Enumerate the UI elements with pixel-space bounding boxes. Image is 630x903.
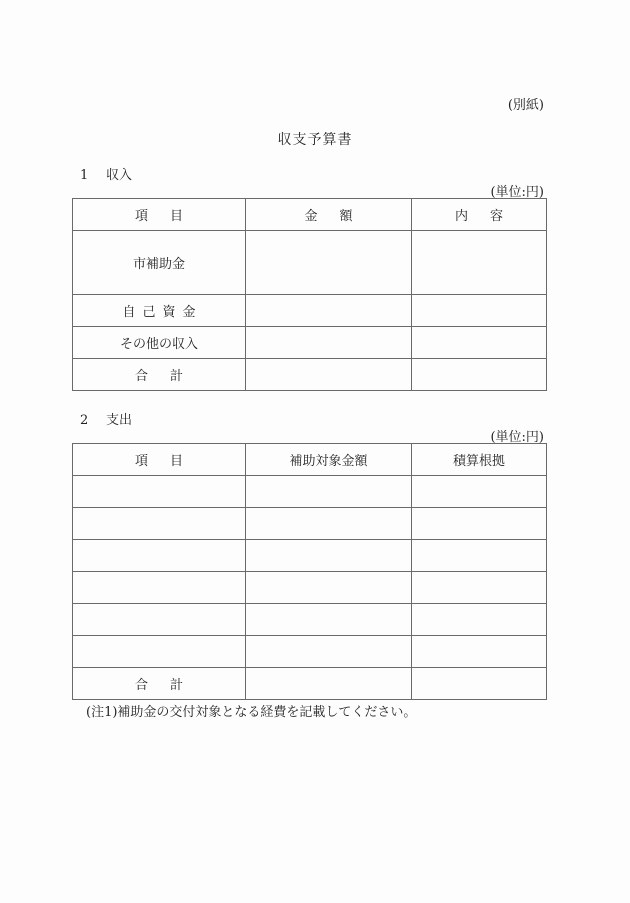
expenditure-basis-cell[interactable]: [412, 572, 547, 604]
expenditure-section-number: 2: [80, 413, 89, 428]
expenditure-header-item: 項目: [73, 444, 246, 476]
expenditure-total-row: [73, 668, 547, 700]
attachment-label: (別紙): [507, 98, 544, 113]
expenditure-table: [72, 443, 547, 700]
income-header-content: 内容: [412, 199, 547, 231]
expenditure-item-cell[interactable]: [73, 636, 246, 668]
income-total-label: 合計: [73, 359, 246, 391]
expenditure-amount-cell[interactable]: [246, 508, 412, 540]
income-item-cell: 自己資金: [73, 295, 246, 327]
footnote: (注1)補助金の交付対象となる経費を記載してください。: [86, 705, 417, 720]
expenditure-unit-label: (単位:円): [490, 430, 544, 445]
table-row: [73, 476, 547, 508]
expenditure-item-cell[interactable]: [73, 508, 246, 540]
income-section-number: 1: [80, 168, 89, 183]
income-total-amount-cell[interactable]: [246, 359, 412, 391]
expenditure-header-amount: 補助対象金額: [246, 444, 412, 476]
expenditure-section-title: 支出: [106, 413, 133, 428]
table-row: [73, 508, 547, 540]
income-section-title: 収入: [106, 168, 133, 183]
expenditure-total-amount-cell[interactable]: [246, 668, 412, 700]
expenditure-basis-cell[interactable]: [412, 636, 547, 668]
table-row: [73, 572, 547, 604]
expenditure-total-basis-cell[interactable]: [412, 668, 547, 700]
expenditure-header-basis: 積算根拠: [412, 444, 547, 476]
expenditure-section-heading: [80, 409, 132, 428]
expenditure-item-cell[interactable]: [73, 604, 246, 636]
income-amount-cell[interactable]: [246, 295, 412, 327]
income-amount-cell[interactable]: [246, 327, 412, 359]
income-unit-label: (単位:円): [490, 185, 544, 200]
expenditure-amount-cell[interactable]: [246, 540, 412, 572]
table-row: [73, 295, 547, 327]
income-item-cell: その他の収入: [73, 327, 246, 359]
expenditure-total-label: 合計: [73, 668, 246, 700]
income-amount-cell[interactable]: [246, 231, 412, 295]
income-table: [72, 198, 547, 391]
expenditure-amount-cell[interactable]: [246, 604, 412, 636]
table-row: [73, 636, 547, 668]
income-header-amount: 金額: [246, 199, 412, 231]
expenditure-basis-cell[interactable]: [412, 476, 547, 508]
expenditure-amount-cell[interactable]: [246, 636, 412, 668]
expenditure-basis-cell[interactable]: [412, 508, 547, 540]
income-header-item: 項目: [73, 199, 246, 231]
income-total-content-cell[interactable]: [412, 359, 547, 391]
expenditure-item-cell[interactable]: [73, 572, 246, 604]
expenditure-amount-cell[interactable]: [246, 572, 412, 604]
expenditure-basis-cell[interactable]: [412, 540, 547, 572]
expenditure-table-header: [73, 444, 547, 476]
income-content-cell[interactable]: [412, 231, 547, 295]
expenditure-item-cell[interactable]: [73, 476, 246, 508]
page-title: 収支予算書: [277, 132, 353, 148]
income-section-heading: [80, 164, 132, 183]
table-row: [73, 231, 547, 295]
income-item-cell: 市補助金: [73, 231, 246, 295]
income-table-header: [73, 199, 547, 231]
income-content-cell[interactable]: [412, 327, 547, 359]
table-row: [73, 540, 547, 572]
expenditure-amount-cell[interactable]: [246, 476, 412, 508]
table-row: [73, 604, 547, 636]
income-total-row: [73, 359, 547, 391]
income-content-cell[interactable]: [412, 295, 547, 327]
table-row: [73, 327, 547, 359]
expenditure-item-cell[interactable]: [73, 540, 246, 572]
expenditure-basis-cell[interactable]: [412, 604, 547, 636]
